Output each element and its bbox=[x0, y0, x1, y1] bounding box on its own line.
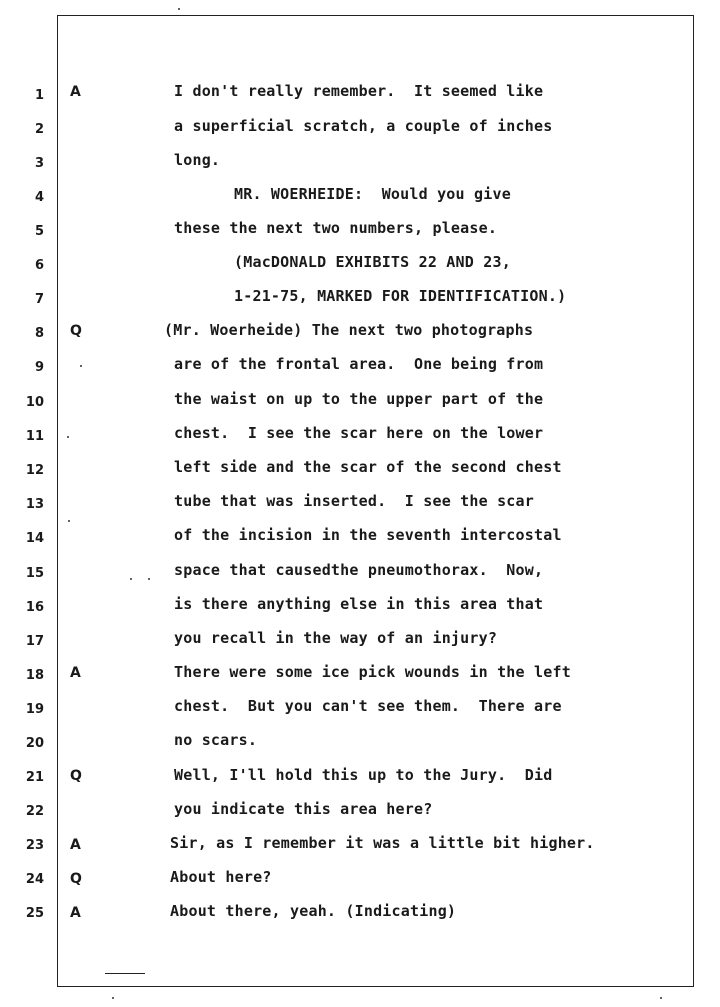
transcript-line: are of the frontal area. One being from bbox=[174, 355, 544, 373]
speaker-label: Q bbox=[70, 768, 82, 784]
scan-speck bbox=[148, 578, 150, 580]
transcript-line: chest. I see the scar here on the lower bbox=[174, 424, 544, 442]
transcript-line: Well, I'll hold this up to the Jury. Did bbox=[174, 766, 553, 784]
line-number: 25 bbox=[25, 906, 44, 921]
line-number: 2 bbox=[34, 122, 44, 137]
transcript-line: space that causedthe pneumothorax. Now, bbox=[174, 561, 544, 579]
line-number: 10 bbox=[25, 395, 44, 410]
transcript-line: these the next two numbers, please. bbox=[174, 219, 498, 237]
line-number: 16 bbox=[25, 600, 44, 615]
line-number: 11 bbox=[25, 429, 44, 444]
transcript-line: (MacDONALD EXHIBITS 22 AND 23, bbox=[234, 253, 511, 271]
transcript-line: long. bbox=[174, 151, 221, 169]
line-number: 19 bbox=[25, 702, 44, 717]
transcript-line: 1-21-75, MARKED FOR IDENTIFICATION.) bbox=[234, 287, 567, 305]
transcript-line: chest. But you can't see them. There are bbox=[174, 697, 562, 715]
line-number: 17 bbox=[25, 634, 44, 649]
line-number: 22 bbox=[25, 804, 44, 819]
line-number: 20 bbox=[25, 736, 44, 751]
transcript-line: is there anything else in this area that bbox=[174, 595, 544, 613]
line-number: 24 bbox=[25, 872, 44, 887]
scan-speck bbox=[67, 436, 69, 438]
line-number: 1 bbox=[34, 88, 44, 103]
line-number: 8 bbox=[34, 326, 44, 341]
speaker-label: A bbox=[70, 84, 81, 100]
speaker-label: Q bbox=[70, 871, 82, 887]
line-number: 4 bbox=[34, 190, 44, 205]
transcript-line: you recall in the way of an injury? bbox=[174, 629, 498, 647]
transcript-line: Sir, as I remember it was a little bit higher. bbox=[170, 834, 595, 852]
scan-speck bbox=[112, 997, 114, 999]
speaker-label: A bbox=[70, 837, 81, 853]
line-number: 5 bbox=[34, 224, 44, 239]
scan-speck bbox=[130, 578, 132, 580]
transcript-line: left side and the scar of the second chest bbox=[174, 458, 562, 476]
transcript-line: no scars. bbox=[174, 731, 258, 749]
scan-speck bbox=[660, 997, 662, 999]
transcript-line: the waist on up to the upper part of the bbox=[174, 390, 544, 408]
footer-rule bbox=[105, 973, 145, 974]
transcript-line: MR. WOERHEIDE: Would you give bbox=[234, 185, 511, 203]
line-number: 15 bbox=[25, 566, 44, 581]
line-number: 6 bbox=[34, 258, 44, 273]
line-number: 3 bbox=[34, 156, 44, 171]
transcript-line: you indicate this area here? bbox=[174, 800, 433, 818]
line-number: 12 bbox=[25, 463, 44, 478]
transcript-line: About there, yeah. (Indicating) bbox=[170, 902, 457, 920]
transcript-line: tube that was inserted. I see the scar bbox=[174, 492, 534, 510]
line-number: 23 bbox=[25, 838, 44, 853]
line-number: 9 bbox=[34, 360, 44, 375]
speaker-label: Q bbox=[70, 323, 82, 339]
speaker-label: A bbox=[70, 665, 81, 681]
scan-speck bbox=[178, 8, 180, 10]
line-number: 14 bbox=[25, 531, 44, 546]
scan-speck bbox=[68, 520, 70, 522]
left-margin-rule bbox=[57, 15, 58, 987]
speaker-label: A bbox=[70, 905, 81, 921]
line-number: 21 bbox=[25, 770, 44, 785]
line-number: 13 bbox=[25, 497, 44, 512]
transcript-line: There were some ice pick wounds in the left bbox=[174, 663, 571, 681]
transcript-line: a superficial scratch, a couple of inches bbox=[174, 117, 553, 135]
scan-speck bbox=[80, 365, 82, 367]
transcript-line: I don't really remember. It seemed like bbox=[174, 82, 544, 100]
transcript-line: (Mr. Woerheide) The next two photographs bbox=[164, 321, 534, 339]
line-number: 7 bbox=[34, 292, 44, 307]
transcript-line: About here? bbox=[170, 868, 272, 886]
transcript-line: of the incision in the seventh intercostal bbox=[174, 526, 562, 544]
line-number: 18 bbox=[25, 668, 44, 683]
